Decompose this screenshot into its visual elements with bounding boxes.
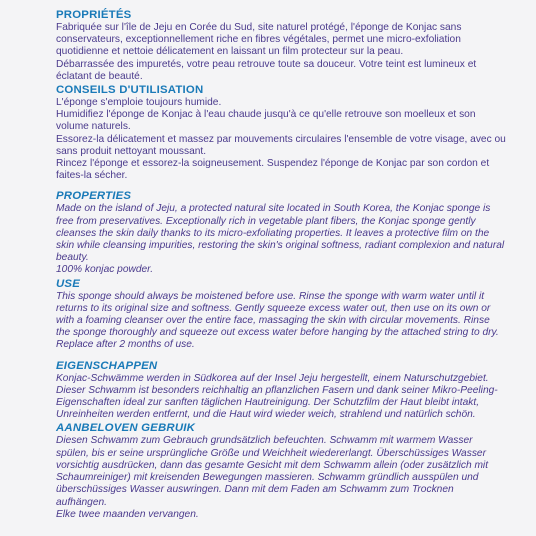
- paragraph: Essorez-la délicatement et massez par mouvements circulaires l'ensemble de votre visage, avec ou sans produit nettoyant moussant.: [56, 133, 506, 157]
- section-de-usage: [56, 422, 506, 520]
- section-en-usage: [56, 278, 506, 352]
- heading-fr-properties: PROPRIÉTÉS: [56, 9, 132, 21]
- paragraph: L'éponge s'emploie toujours humide.: [56, 97, 222, 109]
- heading-fr-usage: CONSEILS D'UTILISATION: [56, 84, 204, 97]
- section-fr-usage: [56, 84, 506, 182]
- section-fr-properties: [56, 9, 506, 83]
- section-de-properties: [56, 360, 506, 422]
- heading-en-usage: USE: [56, 277, 81, 290]
- paragraph: Rincez l'éponge et essorez-la soigneusement. Suspendez l'éponge de Konjac par son cordon et faites-la sécher.: [56, 158, 490, 182]
- paragraph: Fabriquée sur l'île de Jeju en Corée du Sud, site naturel protégé, l'éponge de Konjac sans conservateurs, exceptionnellement riche en fibres végétales, permet une micro-exfoliation quotidienne et nettoie délicatement en laissant un film protecteur sur la peau.: [56, 22, 462, 58]
- paragraph: Diesen Schwamm zum Gebrauch grundsätzlich befeuchten. Schwamm mit warmem Wasser spülen, bis er seine ursprüngliche Größe und Weichheit wiedererlangt. Überschüssiges Wasser vorsichtig ausdrücken, dann das gesamte Gesicht mit dem Schwamm allein (oder zusätzlich mit Schaumreiniger) mit kreisenden Bewegungen massieren. Schwamm gründlich ausspülen und überschüssiges Wasser auswringen. Dann mit dem Faden am Schwamm zum Trocknen aufhängen.: [56, 435, 489, 508]
- heading-de-properties: EIGENSCHAPPEN: [56, 359, 158, 372]
- paragraph: 100% konjac powder.: [56, 264, 154, 276]
- paragraph: Replace after 2 months of use.: [56, 339, 195, 351]
- heading-en-properties: PROPERTIES: [56, 190, 132, 203]
- heading-de-usage: AANBELOVEN GEBRUIK: [56, 422, 196, 435]
- section-en-properties: [56, 190, 506, 276]
- paragraph: This sponge should always be moistened before use. Rinse the sponge with warm water until it returns to its original size and softness. Gently squeeze excess water out, then use on its own or with a foaming cleanser over the entire face, massaging the skin with circular movements. Rinse the sponge thoroughly and squeeze out excess water before hanging by the attached string to dry.: [56, 290, 499, 339]
- paragraph: Konjac-Schwämme werden in Südkorea auf der Insel Jeju hergestellt, einem Naturschutzgebiet. Dieser Schwamm ist besonders reichhaltig an pflanzlichen Fasern und dank seiner Mikro-Peeling-Eigenschaften ideal zur sanften täglichen Hautreinigung. Der Schutzfilm der Haut bleibt intakt, Unreinheiten werden entfernt, und die Haut wird wieder weich, strahlend und natürlich schön.: [56, 372, 498, 421]
- paragraph: Elke twee maanden vervangen.: [56, 508, 199, 520]
- paragraph: Humidifiez l'éponge de Konjac à l'eau chaude jusqu'à ce qu'elle retrouve son moelleux et son volume naturels.: [56, 109, 476, 133]
- paragraph: Made on the island of Jeju, a protected natural site located in South Korea, the Konjac sponge is free from preservatives. Exceptionally rich in vegetable plant fibers, the Konjac sponge gently cleanses the skin daily thanks to its micro-exfoliating properties. It leaves a protective film on the skin while cleansing impurities, restoring the skin's original softness, radiant complexion and natural beauty.: [56, 203, 505, 264]
- paragraph: Débarrassée des impuretés, votre peau retrouve toute sa douceur. Votre teint est lumineux et éclatant de beauté.: [56, 58, 477, 82]
